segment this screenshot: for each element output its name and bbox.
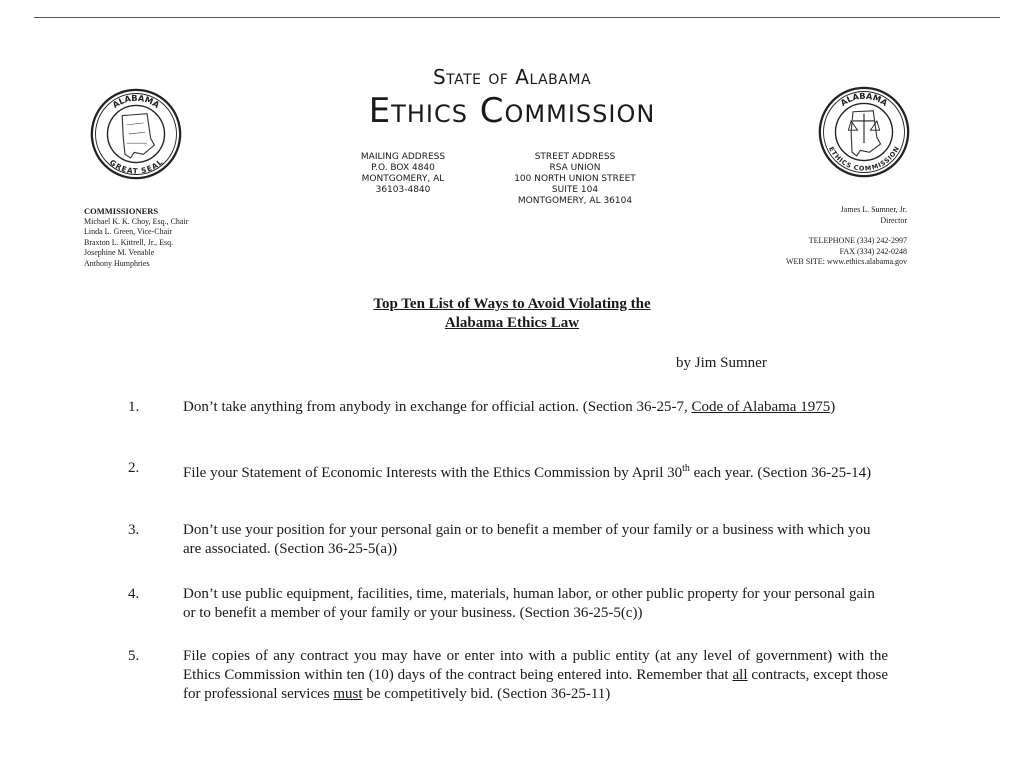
mailing-address-line: 36103-4840 xyxy=(375,185,431,195)
document-title-line: Alabama Ethics Law xyxy=(444,315,580,331)
item-number: 3. xyxy=(128,522,140,538)
mailing-address-line: P.O. BOX 4840 xyxy=(371,163,435,173)
item-number: 5. xyxy=(128,648,140,664)
commissioner-name: Linda L. Green, Vice-Chair xyxy=(84,227,173,236)
fax: FAX (334) 242-0248 xyxy=(839,246,907,256)
director-name: James L. Sumner, Jr. xyxy=(840,205,907,214)
street-address-line: 100 NORTH UNION STREET xyxy=(514,174,636,184)
left-seal-bottom-text: GREAT SEAL xyxy=(107,157,165,176)
left-seal-top-text: ALABAMA xyxy=(110,92,162,110)
ethics-commission-heading: Ethics Commission xyxy=(368,91,656,131)
street-address-line: SUITE 104 xyxy=(551,185,599,195)
mailing-address-label: MAILING ADDRESS xyxy=(360,152,446,162)
item-number: 1. xyxy=(128,399,140,415)
director-title: Director xyxy=(880,215,907,225)
commissioners-heading: COMMISSIONERS xyxy=(84,206,159,216)
document-title-line: Top Ten List of Ways to Avoid Violating the xyxy=(373,296,651,312)
right-seal-top-text: ALABAMA xyxy=(838,90,890,108)
top-rule xyxy=(34,17,1000,18)
item-text: Don’t use your position for your personal gain or to benefit a member of your family or a business with which you are associated. (Section 36-25-5(a)) xyxy=(183,522,871,557)
street-address xyxy=(494,152,656,207)
website-link[interactable]: WEB SITE: www.ethics.alabama.gov xyxy=(785,257,907,266)
document-title xyxy=(0,295,1024,333)
item-text: Don’t use public equipment, facilities, time, materials, human labor, or other public property for your personal gain or to benefit a member of your family or your business. (Section 36-25-5(c)) xyxy=(183,586,875,621)
right-seal-bottom-text: ETHICS COMMISSION xyxy=(827,145,901,173)
byline: by Jim Sumner xyxy=(676,355,767,371)
street-address-line: MONTGOMERY, AL 36104 xyxy=(517,196,633,206)
mailing-address xyxy=(338,152,468,196)
commissioner-name: Josephine M. Venable xyxy=(84,248,155,257)
street-address-label: STREET ADDRESS xyxy=(534,152,616,162)
item-text: Don’t take anything from anybody in exchange for official action. (Section 36-25-7, Code of Alabama 1975) xyxy=(183,399,836,415)
mailing-address-line: MONTGOMERY, AL xyxy=(361,174,445,184)
item-number: 2. xyxy=(128,460,140,476)
commissioner-name: Michael K. K. Choy, Esq., Chair xyxy=(84,216,189,226)
commissioner-name: Anthony Humphries xyxy=(84,258,150,268)
item-number: 4. xyxy=(128,586,140,602)
commissioners-list xyxy=(84,206,188,269)
item-text: File copies of any contract you may have or enter into with a public entity (at any level of government) with the Ethics Commission within ten (10) days of the contract being entered into. Remember that all contracts, except those for professional services must be competitively bid. (Section 36-25-11) xyxy=(183,648,888,702)
item-text: File your Statement of Economic Interests with the Ethics Commission by April 30th each year. (Section 36-25-14) xyxy=(183,463,872,481)
street-address-line: RSA UNION xyxy=(549,163,601,173)
telephone: TELEPHONE (334) 242-2997 xyxy=(808,236,907,245)
commissioner-name: Braxton L. Kittrell, Jr., Esq. xyxy=(84,237,174,247)
director-block xyxy=(786,205,907,268)
state-of-alabama-heading: State of Alabama xyxy=(432,65,592,89)
